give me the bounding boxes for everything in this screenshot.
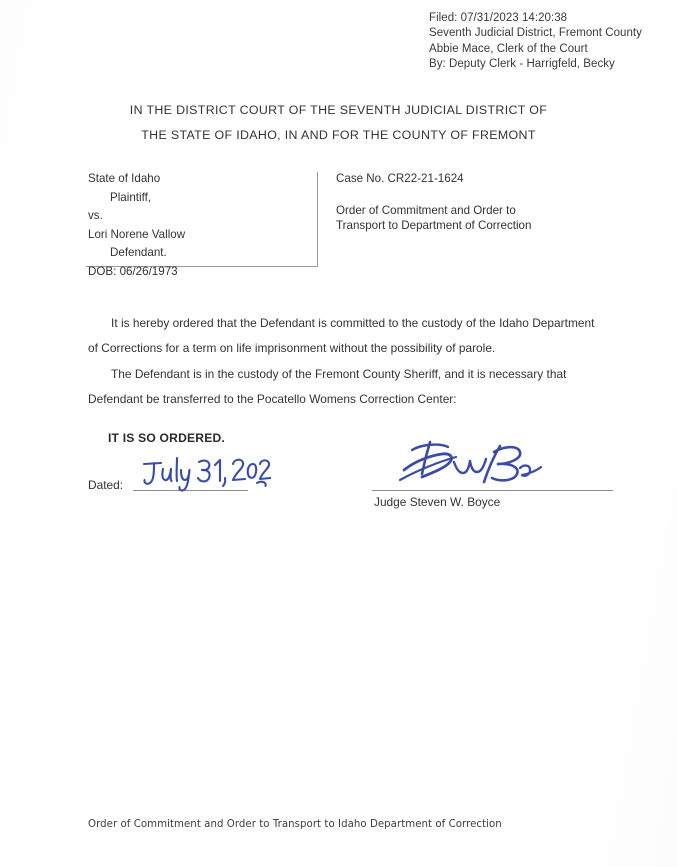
- judge-signature-rule: [372, 490, 613, 491]
- caption-parties: [88, 170, 308, 282]
- caption-vertical-rule: [317, 172, 318, 267]
- filing-stamp-deputy-clerk-line: By: Deputy Clerk - Harrigfeld, Becky: [429, 58, 615, 71]
- order-paragraph-2: The Defendant is in the custody of the Fremont County Sheriff, and it is necessary that Defendant be transferred to the Pocatello Womens Correction Center:: [88, 366, 567, 406]
- caption-case-info: [336, 171, 616, 234]
- court-title-line-2: THE STATE OF IDAHO, IN AND FOR THE COUNTY OF FREMONT: [141, 128, 536, 142]
- it-is-so-ordered-line: IT IS SO ORDERED.: [108, 431, 225, 445]
- court-title-line-1: IN THE DISTRICT COURT OF THE SEVENTH JUDICIAL DISTRICT OF: [129, 103, 548, 117]
- dated-signature-rule: [133, 490, 248, 491]
- court-title: [0, 98, 677, 148]
- judge-name: Judge Steven W. Boyce: [374, 495, 501, 509]
- case-caption: [86, 170, 613, 278]
- plaintiff-role: Plaintiff,: [110, 190, 152, 204]
- order-body: [88, 311, 604, 412]
- versus-label: vs.: [88, 209, 103, 223]
- dated-label: Dated:: [88, 478, 124, 492]
- order-paragraph-1: It is hereby ordered that the Defendant is committed to the custody of the Idaho Department of Corrections for a term on life imprisonment without the possibility of parole.: [88, 316, 595, 356]
- filing-stamp: [429, 11, 642, 73]
- judge-signature: [396, 440, 546, 496]
- filing-stamp-district-line: Seventh Judicial District, Fremont County: [429, 27, 642, 40]
- defendant-role: Defendant.: [110, 246, 167, 260]
- filing-stamp-filed-line: Filed: 07/31/2023 14:20:38: [429, 12, 568, 24]
- case-number: Case No. CR22-21-1624: [336, 172, 464, 185]
- filing-stamp-clerk-line: Abbie Mace, Clerk of the Court: [429, 42, 588, 55]
- document-title-line-2: Transport to Department of Correction: [336, 219, 532, 232]
- page-footer: Order of Commitment and Order to Transport to Idaho Department of Correction: [88, 819, 502, 830]
- document-title-line-1: Order of Commitment and Order to: [336, 203, 516, 217]
- defendant-name: Lori Norene Vallow: [88, 227, 186, 241]
- defendant-dob: DOB: 06/26/1973: [88, 264, 178, 278]
- plaintiff-name: State of Idaho: [88, 172, 161, 185]
